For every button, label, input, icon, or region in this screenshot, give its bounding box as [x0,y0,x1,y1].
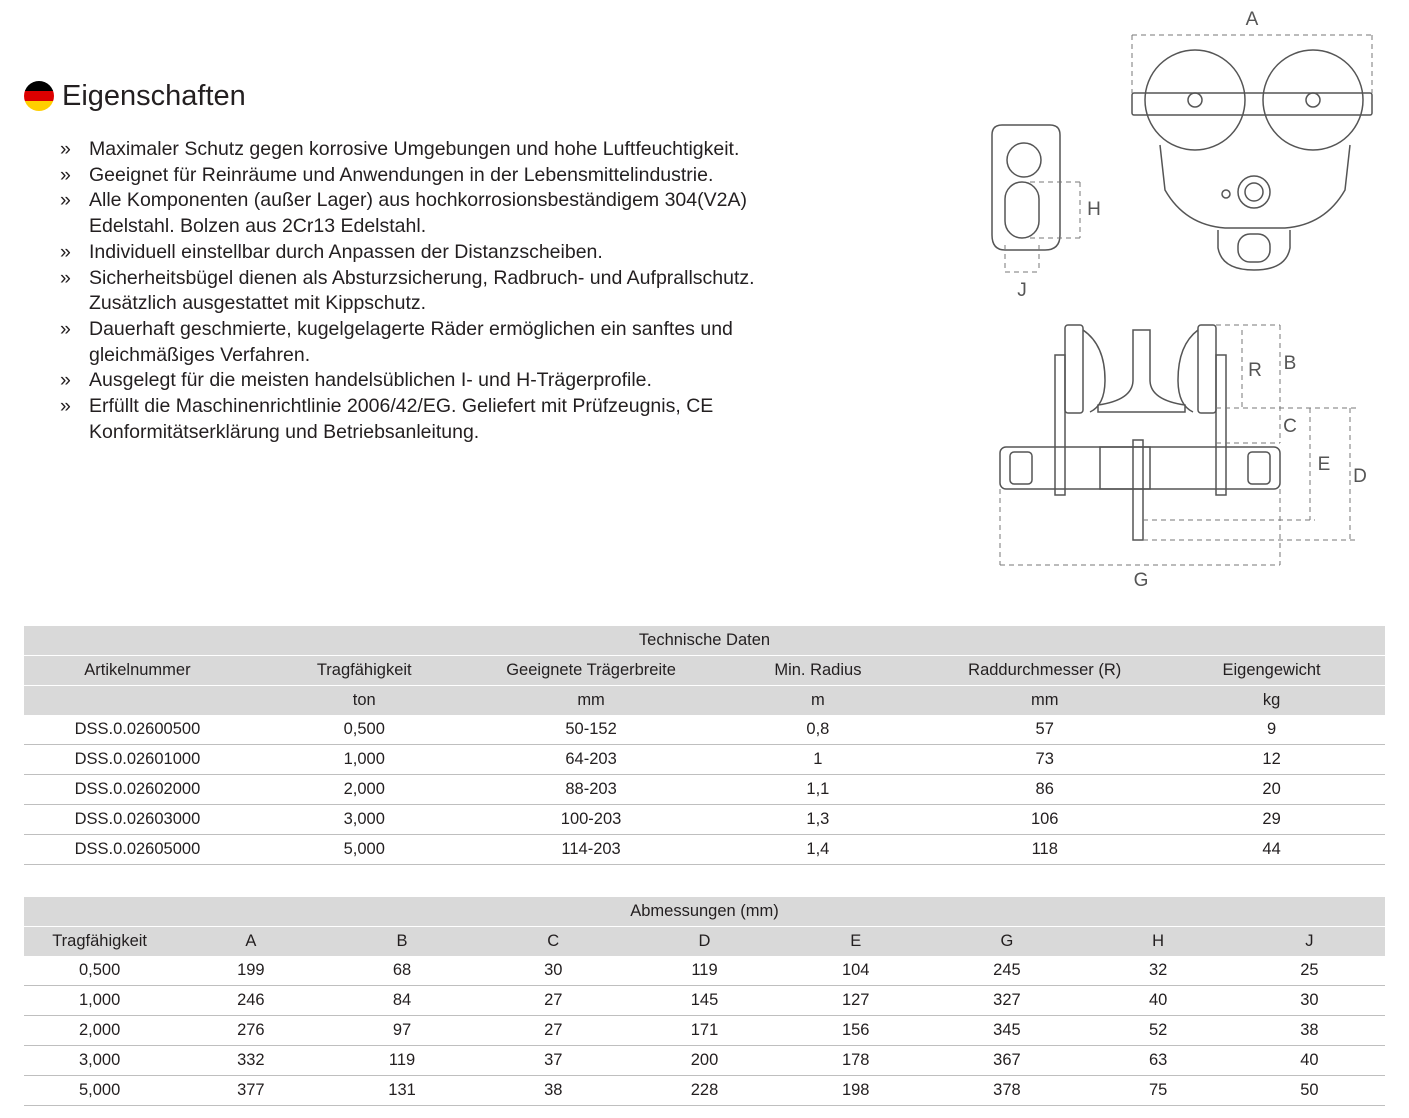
side-plate-view [992,125,1060,250]
table-cell: 114-203 [478,835,705,865]
table-cell: 228 [629,1076,780,1106]
table-cell: 12 [1158,745,1385,775]
list-item-text: Dauerhaft geschmierte, kugelgelagerte Räder ermöglichen ein sanftes und gleichmäßiges Verfahren. [89,317,733,366]
table-caption: Abmessungen (mm) [24,897,1385,927]
table-row [24,986,1385,1016]
table-cell: 38 [1234,1016,1385,1046]
dimensions-table [24,897,1385,1106]
list-item [60,188,789,239]
unit-cell: ton [251,686,478,716]
table-cell: 178 [780,1046,931,1076]
table-cell: 5,000 [251,835,478,865]
unit-cell: m [704,686,931,716]
table-cell: DSS.0.02605000 [24,835,251,865]
list-item-text: Ausgelegt für die meisten handelsüblichen I- und H-Trägerprofile. [89,369,652,392]
table-cell: 106 [931,805,1158,835]
dimension-label-r: R [1248,360,1262,381]
table-units-row [24,686,1385,716]
trolley-technical-drawing [960,0,1390,600]
table-cell: 30 [1234,986,1385,1016]
table-cell: 63 [1083,1046,1234,1076]
table-cell: 88-203 [478,775,705,805]
table-cell: 20 [1158,775,1385,805]
column-header: Tragfähigkeit [251,656,478,686]
bullet-mark: » [60,266,71,289]
table-cell: 50-152 [478,715,705,745]
table-cell: 27 [478,986,629,1016]
table-cell: 68 [326,956,477,986]
table-cell: 276 [175,1016,326,1046]
column-header: Min. Radius [704,656,931,686]
table-cell: 29 [1158,805,1385,835]
column-header: G [931,927,1082,957]
dimension-label-h: H [1087,199,1101,220]
column-header: Geeignete Trägerbreite [478,656,705,686]
table-cell: DSS.0.02603000 [24,805,251,835]
table-cell: 52 [1083,1016,1234,1046]
table-cell: 327 [931,986,1082,1016]
column-header: Artikelnummer [24,656,251,686]
list-item-text: Sicherheitsbügel dienen als Absturzsicherung, Radbruch- und Aufprallschutz. Zusätzlich ausgestattet mit Kippschutz. [89,266,755,315]
table-cell: DSS.0.02601000 [24,745,251,775]
table-cell: 378 [931,1076,1082,1106]
table-cell: 119 [629,956,780,986]
dimension-label-g: G [1133,570,1149,591]
table-cell: 1 [704,745,931,775]
table-cell: 25 [1234,956,1385,986]
trolley-front-view [1132,50,1372,270]
germany-flag-icon [24,81,54,111]
table-row [24,745,1385,775]
column-header: E [780,927,931,957]
table-row [24,775,1385,805]
table-cell: 0,500 [251,715,478,745]
trolley-side-section [1000,325,1280,540]
column-header: C [478,927,629,957]
table-cell: 245 [931,956,1082,986]
table-cell: 2,000 [24,1016,175,1046]
table-cell: 40 [1234,1046,1385,1076]
table-cell: 3,000 [24,1046,175,1076]
bullet-mark: » [60,240,71,263]
table-cell: 86 [931,775,1158,805]
table-cell: 97 [326,1016,477,1046]
list-item [60,368,840,394]
table-cell: 118 [931,835,1158,865]
bullet-mark: » [60,189,71,212]
list-item-text: Individuell einstellbar durch Anpassen der Distanzscheiben. [89,240,603,263]
column-header: Tragfähigkeit [24,927,175,957]
table-cell: 156 [780,1016,931,1046]
column-header: Raddurchmesser (R) [931,656,1158,686]
table-cell: 377 [175,1076,326,1106]
list-item-text: Maximaler Schutz gegen korrosive Umgebungen und hohe Luftfeuchtigkeit. [89,138,740,160]
list-item [60,394,749,445]
list-item [60,266,819,317]
table-cell: 131 [326,1076,477,1106]
dimension-label-a: A [1245,9,1259,30]
dimension-label-b: B [1283,353,1297,374]
table-row [24,835,1385,865]
feature-list [60,137,840,445]
bullet-mark: » [60,395,71,418]
table-cell: 367 [931,1046,1082,1076]
table-cell: 75 [1083,1076,1234,1106]
list-item [60,240,840,266]
table-cell: 64-203 [478,745,705,775]
dimension-label-e: E [1317,454,1331,475]
table-cell: 104 [780,956,931,986]
table-cell: DSS.0.02600500 [24,715,251,745]
list-item-text: Geeignet für Reinräume und Anwendungen in der Lebensmittelindustrie. [89,163,714,186]
bullet-mark: » [60,317,71,340]
table-cell: 44 [1158,835,1385,865]
column-header: A [175,927,326,957]
table-row [24,1046,1385,1076]
unit-cell: kg [1158,686,1385,716]
bullet-mark: » [60,369,71,392]
table-cell: 0,8 [704,715,931,745]
table-header-row [24,656,1385,686]
table-header-row [24,927,1385,957]
table-caption: Technische Daten [24,626,1385,656]
unit-cell [24,686,251,716]
list-item [60,137,840,163]
table-cell: 32 [1083,956,1234,986]
table-cell: 84 [326,986,477,1016]
unit-cell: mm [478,686,705,716]
table-cell: 30 [478,956,629,986]
table-cell: 3,000 [251,805,478,835]
table-cell: 0,500 [24,956,175,986]
table-caption-row [24,626,1385,656]
table-cell: 1,3 [704,805,931,835]
table-cell: 57 [931,715,1158,745]
table-cell: 332 [175,1046,326,1076]
table-cell: 1,000 [24,986,175,1016]
table-cell: 27 [478,1016,629,1046]
table-cell: 119 [326,1046,477,1076]
table-cell: 100-203 [478,805,705,835]
technical-data-table [24,626,1385,865]
table-caption-row [24,897,1385,927]
table-cell: 5,000 [24,1076,175,1106]
column-header: J [1234,927,1385,957]
table-cell: 246 [175,986,326,1016]
column-header: H [1083,927,1234,957]
bullet-mark: » [60,138,71,160]
table-cell: 50 [1234,1076,1385,1106]
dimension-label-d: D [1353,466,1367,487]
table-cell: 73 [931,745,1158,775]
table-row [24,956,1385,986]
table-cell: 9 [1158,715,1385,745]
table-cell: 40 [1083,986,1234,1016]
column-header: B [326,927,477,957]
page-title: Eigenschaften [62,80,246,112]
table-cell: 1,1 [704,775,931,805]
table-cell: 127 [780,986,931,1016]
dimension-label-j: J [1017,280,1027,301]
table-cell: 171 [629,1016,780,1046]
dimension-label-c: C [1283,416,1297,437]
table-row [24,805,1385,835]
table-cell: 1,4 [704,835,931,865]
table-cell: DSS.0.02602000 [24,775,251,805]
list-item [60,317,789,368]
table-row [24,1016,1385,1046]
table-cell: 145 [629,986,780,1016]
table-cell: 1,000 [251,745,478,775]
table-cell: 200 [629,1046,780,1076]
column-header: D [629,927,780,957]
table-cell: 2,000 [251,775,478,805]
table-row [24,1076,1385,1106]
column-header: Eigengewicht [1158,656,1385,686]
table-row [24,715,1385,745]
table-cell: 37 [478,1046,629,1076]
list-item-text: Alle Komponenten (außer Lager) aus hochkorrosionsbeständigem 304(V2A) Edelstahl. Bolzen aus 2Cr13 Edelstahl. [89,189,747,238]
table-cell: 38 [478,1076,629,1106]
unit-cell: mm [931,686,1158,716]
table-cell: 198 [780,1076,931,1106]
list-item-text: Erfüllt die Maschinenrichtlinie 2006/42/EG. Geliefert mit Prüfzeugnis, CE Konformitätserklärung und Betriebsanleitung. [89,395,714,443]
table-cell: 345 [931,1016,1082,1046]
list-item [60,163,840,189]
table-cell: 199 [175,956,326,986]
bullet-mark: » [60,163,71,186]
